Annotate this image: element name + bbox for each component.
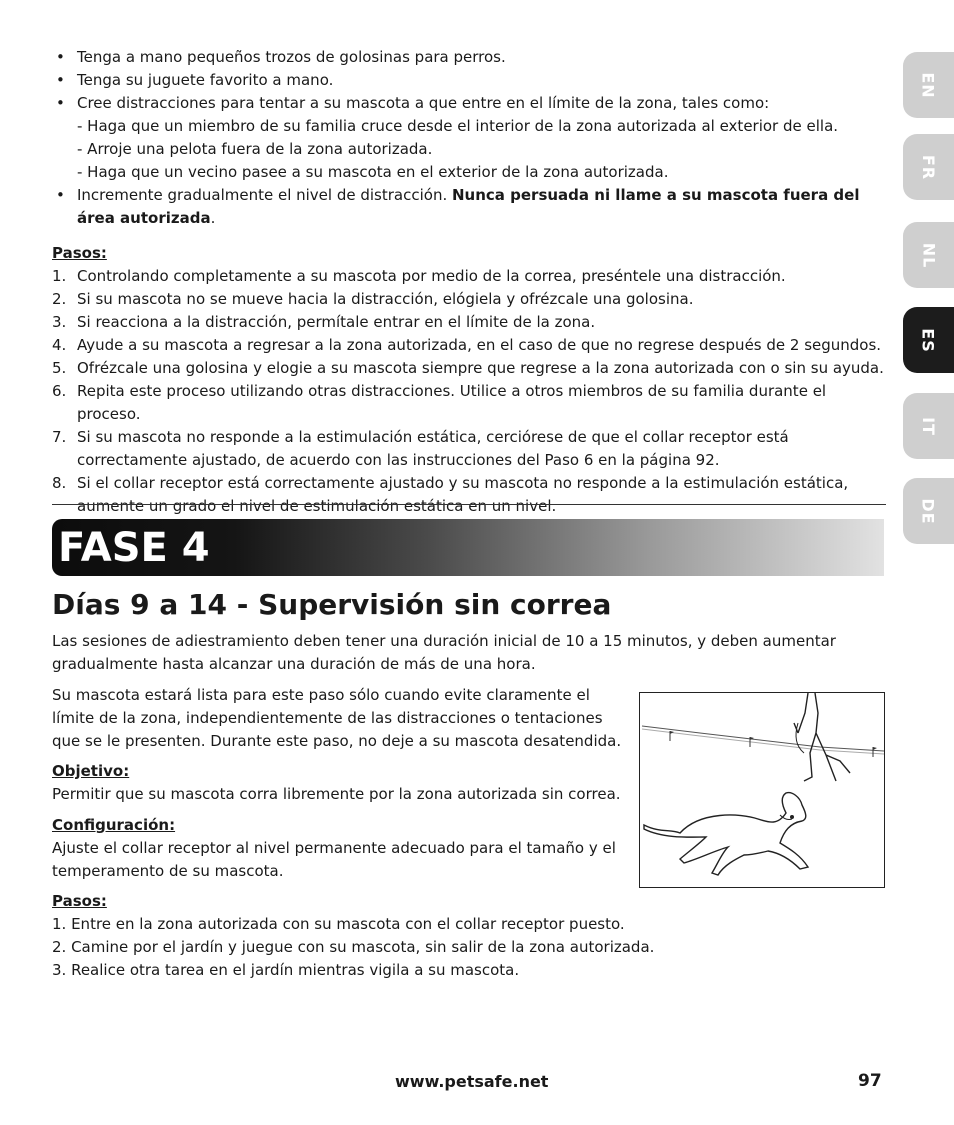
tab-label: NL	[919, 242, 938, 268]
tab-label: ES	[918, 327, 938, 353]
step-number: 7.	[52, 428, 67, 446]
step-number: 8.	[52, 474, 67, 492]
step-item	[52, 265, 890, 288]
tab-label: FR	[919, 154, 938, 180]
fase-title: FASE 4	[58, 525, 210, 571]
step-item	[52, 311, 890, 334]
final-step: 1. Entre en la zona autorizada con su mascota con el collar receptor puesto.	[52, 915, 625, 933]
tab-de[interactable]	[903, 478, 954, 544]
tab-it[interactable]	[903, 393, 954, 459]
step-text: Repita este proceso utilizando otras distracciones. Utilice a otros miembros de su familia durante el proceso.	[77, 382, 827, 423]
step-text: Si el collar receptor está correctamente ajustado y su mascota no responde a la estimulación estática, aumente un grado el nivel de estimulación estática en un nivel.	[77, 474, 849, 515]
tab-label: IT	[919, 416, 938, 436]
tab-label: DE	[919, 497, 938, 525]
step-text: Si su mascota no responde a la estimulación estática, cerciórese de que el collar receptor está correctamente ajustado, de acuerdo con las instrucciones del Paso 6 en la página 92.	[77, 428, 789, 469]
step-text: Controlando completamente a su mascota por medio de la correa, preséntele una distracción.	[77, 267, 786, 285]
bullet-text: Cree distracciones para tentar a su mascota a que entre en el límite de la zona, tales como:	[77, 94, 770, 112]
step-number: 5.	[52, 359, 67, 377]
page-number: 97	[858, 1071, 882, 1091]
step-item	[52, 426, 890, 472]
bullet-text: Tenga su juguete favorito a mano.	[77, 71, 334, 89]
bullet-text: Tenga a mano pequeños trozos de golosinas para perros.	[77, 48, 506, 66]
step-text: Ofrézcale una golosina y elogie a su mascota siempre que regrese a la zona autorizada con o sin su ayuda.	[77, 359, 884, 377]
sub-item: - Haga que un miembro de su familia cruce desde el interior de la zona autorizada al exterior de ella.	[77, 117, 839, 135]
pasos-heading: Pasos:	[52, 892, 107, 910]
sub-item: - Haga que un vecino pasee a su mascota en el exterior de la zona autorizada.	[77, 163, 669, 181]
footer-url: www.petsafe.net	[395, 1072, 549, 1091]
dog-running-illustration	[639, 692, 885, 888]
distraction-bullets	[52, 46, 890, 230]
bullet-text: Incremente gradualmente el nivel de distracción.	[77, 186, 452, 204]
step-number: 4.	[52, 336, 67, 354]
configuracion-heading: Configuración:	[52, 816, 176, 834]
illustration-svg	[640, 693, 884, 887]
tab-es[interactable]	[903, 307, 954, 373]
bullet-item	[52, 69, 890, 92]
bullet-item	[52, 92, 890, 184]
final-step: 2. Camine por el jardín y juegue con su mascota, sin salir de la zona autorizada.	[52, 938, 655, 956]
step-number: 2.	[52, 290, 67, 308]
pasos-final	[52, 890, 872, 982]
intro-paragraph: Las sesiones de adiestramiento deben tener una duración inicial de 10 a 15 minutos, y deben aumentar gradualmente hasta alcanzar una duración de más de una hora.	[52, 632, 836, 673]
bullet-tail: .	[210, 209, 216, 227]
step-number: 1.	[52, 267, 67, 285]
tab-fr[interactable]	[903, 134, 954, 200]
section-title: Días 9 a 14 - Supervisión sin correa	[52, 588, 612, 621]
step-item	[52, 334, 890, 357]
objetivo-text: Permitir que su mascota corra libremente por la zona autorizada sin correa.	[52, 785, 621, 803]
fase-banner	[52, 519, 884, 576]
step-number: 3.	[52, 313, 67, 331]
configuracion-text: Ajuste el collar receptor al nivel permanente adecuado para el tamaño y el temperamento de su mascota.	[52, 839, 616, 880]
bullet-bold-warning: Nunca persuada ni llame a su mascota fuera del área autorizada	[77, 186, 860, 227]
step-item	[52, 380, 890, 426]
final-step: 3. Realice otra tarea en el jardín mientras vigila a su mascota.	[52, 961, 520, 979]
objetivo-config	[52, 760, 622, 883]
pasos-list	[52, 265, 890, 518]
step-item	[52, 288, 890, 311]
pasos-heading: Pasos:	[52, 244, 107, 262]
tab-en[interactable]	[903, 52, 954, 118]
tab-nl[interactable]	[903, 222, 954, 288]
section-divider	[52, 504, 886, 505]
step-text: Si reacciona a la distracción, permítale entrar en el límite de la zona.	[77, 313, 596, 331]
bullet-item	[52, 46, 890, 69]
step-number: 6.	[52, 382, 67, 400]
tab-label: EN	[918, 71, 938, 99]
step-item	[52, 472, 890, 518]
readiness-paragraph: Su mascota estará lista para este paso sólo cuando evite claramente el límite de la zona, independientemente de las distracciones o tentaciones que se le presenten. Durante este paso, no deje a su mascota desatendida.	[52, 686, 622, 750]
sub-item: - Arroje una pelota fuera de la zona autorizada.	[77, 140, 433, 158]
step-text: Ayude a su mascota a regresar a la zona autorizada, en el caso de que no regrese después de 2 segundos.	[77, 336, 882, 354]
step-text: Si su mascota no se mueve hacia la distracción, elógiela y ofrézcale una golosina.	[77, 290, 694, 308]
objetivo-heading: Objetivo:	[52, 762, 130, 780]
top-content	[52, 46, 890, 518]
step-item	[52, 357, 890, 380]
bullet-item	[52, 184, 890, 230]
